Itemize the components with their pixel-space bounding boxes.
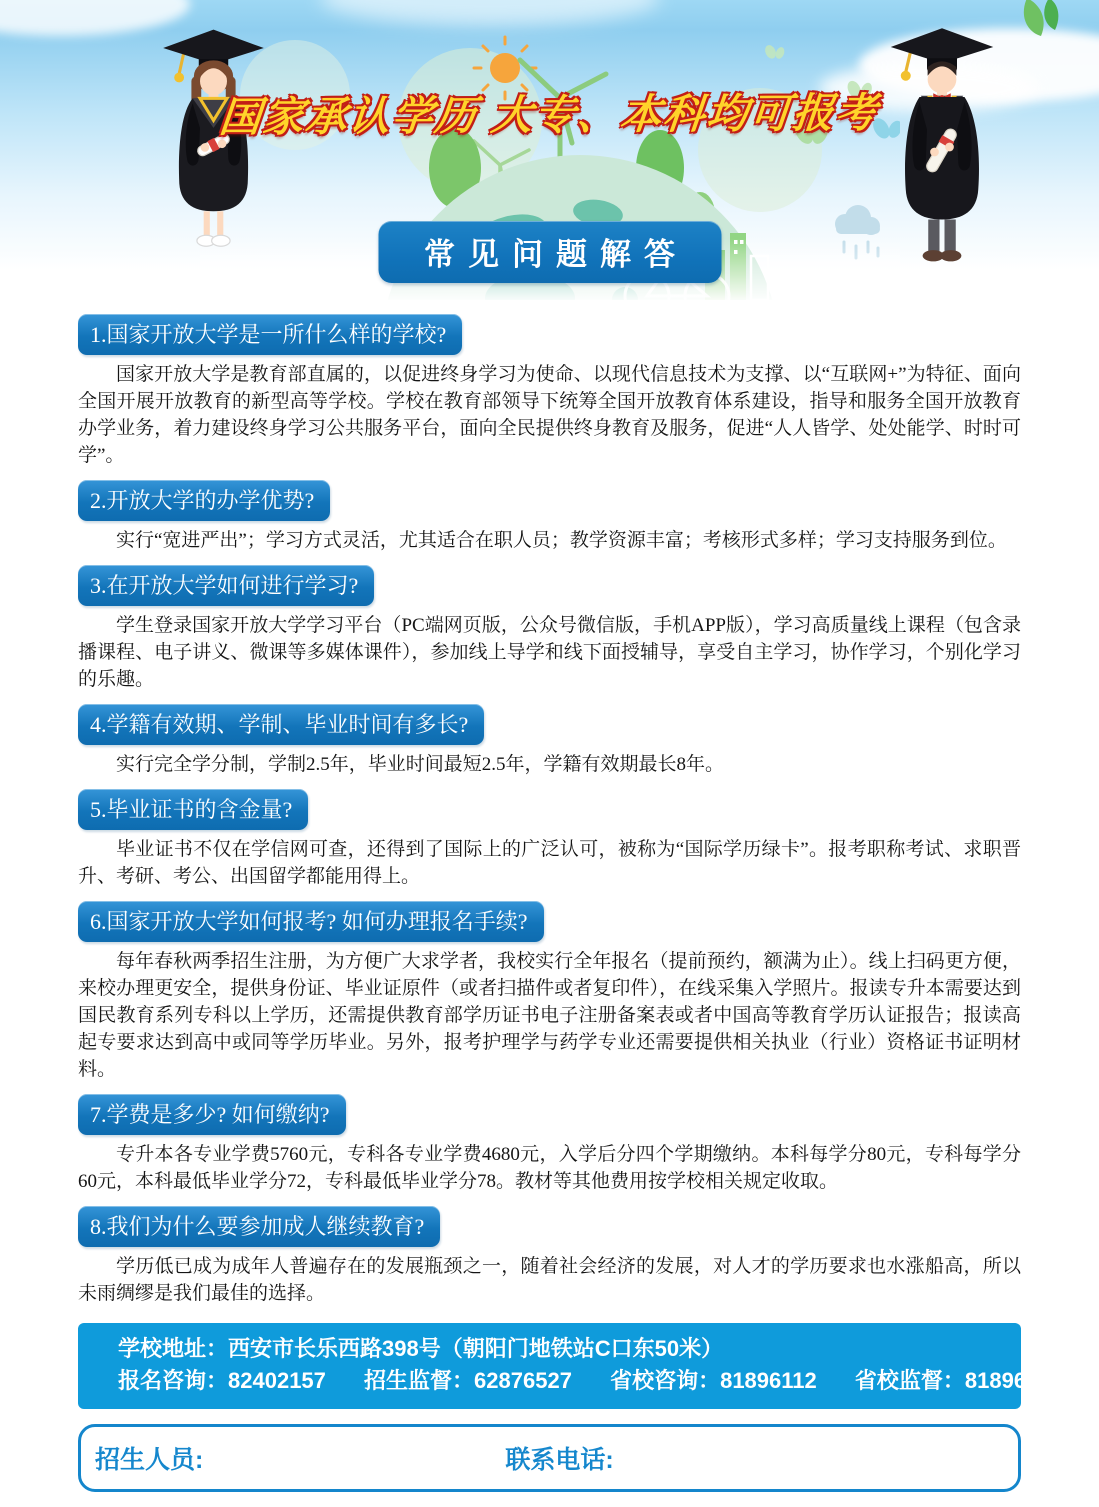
question-header-2: 2.开放大学的办学优势? [78, 480, 330, 521]
staff-label: 招生人员: [95, 1446, 204, 1474]
answer-text-2: 实行“宽进严出”；学习方式灵活，尤其适合在职人员；教学资源丰富；考核形式多样；学习支持服务到位。 [116, 530, 1007, 551]
female-graduate-illustration [146, 20, 281, 270]
phone-value: 81896113 [964, 1368, 1062, 1393]
contact-info-box [78, 1323, 1062, 1409]
phone-label: 省校监督： [854, 1368, 965, 1393]
phone-pair [364, 1368, 572, 1393]
question-header-6: 6.国家开放大学如何报考? 如何办理报名手续? [78, 901, 544, 942]
question-header-8: 8.我们为什么要参加成人继续教育? [78, 1206, 440, 1247]
slogan-title: 国家承认学历 大专、本科均可报考 [217, 89, 881, 141]
answer-text-8: 学历低已成为成年人普遍存在的发展瓶颈之一，随着社会经济的发展，对人才的学历要求也水涨船高，所以未雨绸缪是我们最佳的选择。 [78, 1256, 1021, 1304]
answer-text-7: 专升本各专业学费5760元，专科各专业学费4680元，入学后分四个学期缴纳。本科每学分80元，专科每学分60元，本科最低毕业学分72，专科最低毕业学分78。教材等其他费用按学校相关规定收取。 [78, 1144, 1021, 1192]
question-header-7: 7.学费是多少? 如何缴纳? [78, 1094, 346, 1135]
phone-value: 82402157 [228, 1368, 326, 1393]
address-value: 西安市长乐西路398号（朝阳门地铁站C口东50米） [228, 1336, 724, 1361]
signature-box [78, 1424, 1021, 1492]
male-graduate-illustration [872, 22, 1012, 272]
faq-banner-title: 常见问题解答 [378, 221, 721, 283]
contact-phone-label: 联系电话: [505, 1446, 614, 1474]
phone-label: 省校咨询： [610, 1368, 721, 1393]
phone-value: 81896112 [720, 1368, 817, 1393]
faq-item-3 [78, 565, 1021, 693]
faq-item-5 [78, 789, 1021, 890]
faq-item-6 [78, 901, 1021, 1083]
faq-item-1 [78, 314, 1021, 469]
faq-item-4 [78, 704, 1021, 778]
faq-item-2 [78, 480, 1021, 554]
question-header-3: 3.在开放大学如何进行学习? [78, 565, 374, 606]
phone-label: 报名咨询： [118, 1368, 229, 1393]
faq-list [78, 314, 1021, 1307]
question-header-4: 4.学籍有效期、学制、毕业时间有多长? [78, 704, 484, 745]
question-header-1: 1.国家开放大学是一所什么样的学校? [78, 314, 462, 355]
question-header-5: 5.毕业证书的含金量? [78, 789, 308, 830]
faq-item-8 [78, 1206, 1021, 1307]
answer-text-5: 毕业证书不仅在学信网可查，还得到了国际上的广泛认可，被称为“国际学历绿卡”。报考职称考试、求职晋升、考研、考公、出国留学都能用得上。 [78, 839, 1021, 887]
phone-pair [855, 1368, 1062, 1393]
answer-text-6: 每年春秋两季招生注册，为方便广大求学者，我校实行全年报名（提前预约，额满为止）。线上扫码更方便，来校办理更安全，提供身份证、毕业证原件（或者扫描件或者复印件），在线采集入学照片。报读专升本需要达到国民教育系列专科以上学历，还需提供教育部学历证书电子注册备案表或者中国高等教育学历认证报告；报读高起专要求达到高中或同等学历毕业。另外，报考护理学与药学专业还需要提供相关执业（行业）资格证书证明材料。 [78, 951, 1021, 1080]
answer-text-4: 实行完全学分制，学制2.5年，毕业时间最短2.5年，学籍有效期最长8年。 [116, 754, 725, 775]
answer-text-3: 学生登录国家开放大学学习平台（PC端网页版，公众号微信版，手机APP版），学习高质量线上课程（包含录播课程、电子讲义、微课等多媒体课件），参加线上导学和线下面授辅导，享受自主学习，协作学习，个别化学习的乐趣。 [78, 615, 1021, 690]
hero-banner [0, 0, 1099, 300]
school-address-line [118, 1333, 997, 1365]
leaf-icon [997, 0, 1071, 44]
answer-text-1: 国家开放大学是教育部直属的，以促进终身学习为使命、以现代信息技术为支撑、以“互联网+”为特征、面向全国开展开放教育的新型高等学校。学校在教育部领导下统筹全国开放教育体系建设，指导和服务全国开放教育办学业务，着力建设终身学习公共服务平台，面向全民提供终身教育及服务，促进“人人皆学、处处能学、时时可学”。 [78, 364, 1021, 466]
phone-numbers-line [118, 1365, 1062, 1397]
phone-value: 62876527 [474, 1368, 572, 1393]
phone-pair [610, 1368, 817, 1393]
address-label: 学校地址： [118, 1336, 229, 1361]
phone-pair [118, 1368, 326, 1393]
faq-item-7 [78, 1094, 1021, 1195]
phone-label: 招生监督： [364, 1368, 475, 1393]
